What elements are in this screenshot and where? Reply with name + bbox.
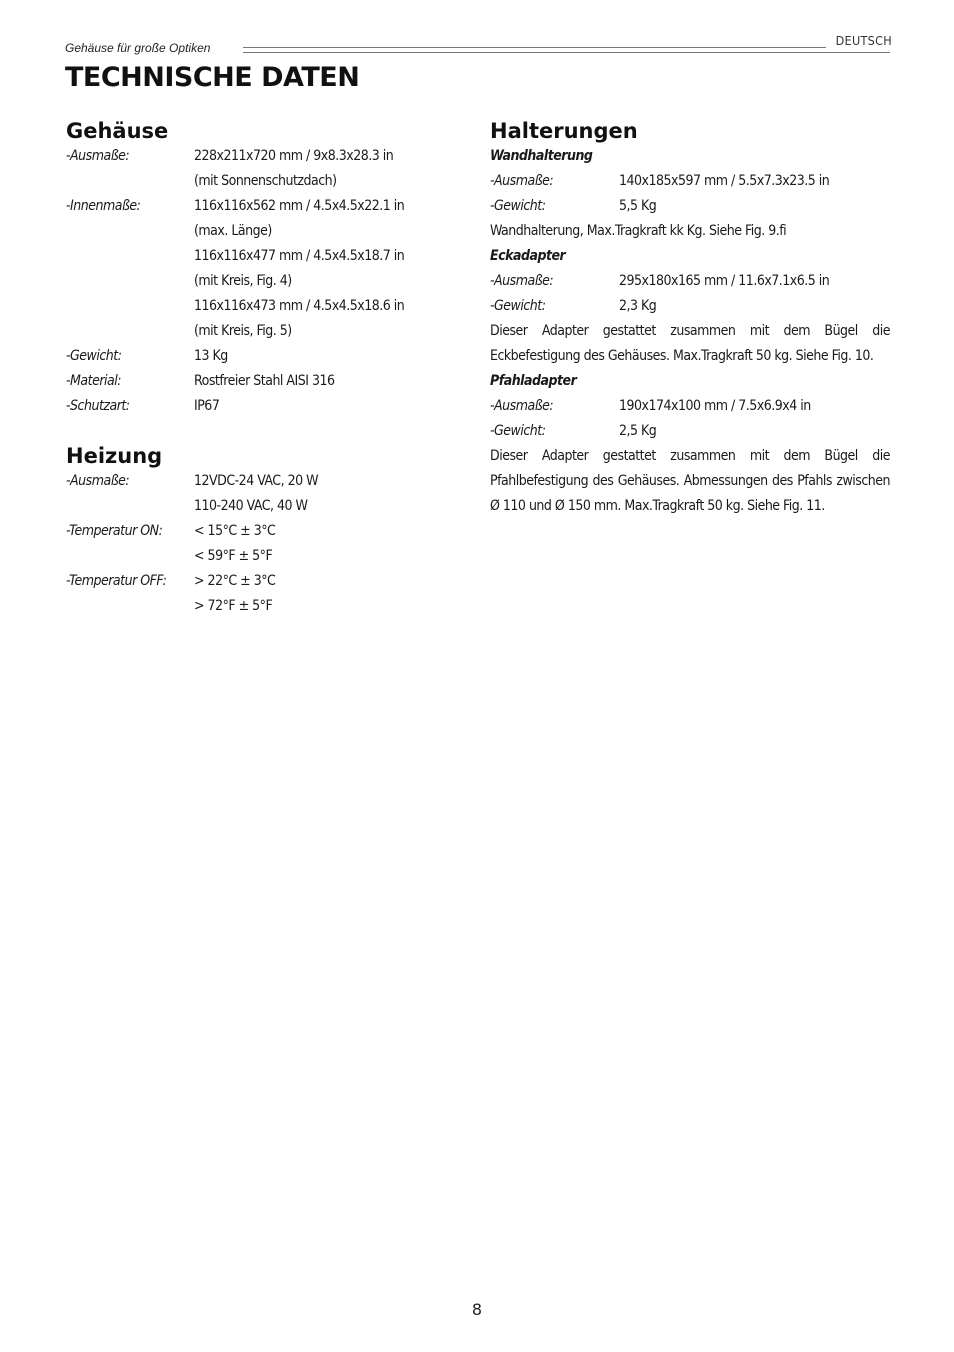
spec-label — [66, 269, 194, 294]
spec-value: 190x174x100 mm / 7.5x6.9x4 in — [619, 398, 811, 414]
section-gehaeuse — [66, 118, 446, 419]
spec-row — [490, 169, 890, 194]
spec-rows — [66, 144, 446, 419]
spec-label: -Ausmaße: — [490, 398, 554, 414]
spec-row — [66, 469, 446, 494]
spec-label: -Temperatur OFF: — [66, 573, 167, 589]
spec-value: Rostfreier Stahl AISI 316 — [194, 373, 335, 389]
spec-value: > 22°C ± 3°C — [194, 573, 276, 589]
subsection-title-eckadapter: Eckadapter — [490, 248, 566, 264]
spec-row — [66, 244, 446, 269]
spec-rows — [66, 469, 446, 619]
spec-label: -Ausmaße: — [66, 148, 130, 164]
spec-value: 2,3 Kg — [619, 298, 657, 314]
description-paragraph: Wandhalterung, Max.Tragkraft kk Kg. Siehe Fig. 9.fi — [490, 223, 787, 239]
subsection-title-wandhalterung: Wandhalterung — [490, 148, 593, 164]
spec-value: 295x180x165 mm / 11.6x7.1x6.5 in — [619, 273, 830, 289]
spec-row — [66, 144, 446, 169]
spec-label — [66, 219, 194, 244]
spec-value: 116x116x477 mm / 4.5x4.5x18.7 in — [194, 248, 405, 264]
description-paragraph: Dieser Adapter gestattet zusammen mit dem Bügel die Pfahlbefestigung des Gehäuses. Abmessungen des Pfahls zwischen Ø 110 und Ø 150 mm. Max.Tragkraft 50 kg. Siehe Fig. 11. — [490, 448, 890, 514]
page-number: 8 — [471, 1300, 483, 1319]
section-title: Heizung — [66, 444, 163, 468]
spec-label: -Schutzart: — [66, 398, 130, 414]
section-heizung — [66, 443, 446, 619]
spec-value: 228x211x720 mm / 9x8.3x28.3 in — [194, 148, 394, 164]
spec-label — [66, 544, 194, 569]
spec-row — [490, 394, 890, 419]
spec-label — [66, 319, 194, 344]
spec-row — [66, 594, 446, 619]
spec-label: -Gewicht: — [66, 348, 122, 364]
spec-value: 110-240 VAC, 40 W — [194, 498, 308, 514]
spec-row — [66, 169, 446, 194]
spec-row — [66, 569, 446, 594]
spec-label: -Gewicht: — [490, 423, 546, 439]
running-header-title: Gehäuse für große Optiken — [65, 41, 211, 55]
spec-value: (max. Länge) — [194, 223, 272, 239]
spec-row — [66, 544, 446, 569]
spec-label — [66, 294, 194, 319]
spec-value: 140x185x597 mm / 5.5x7.3x23.5 in — [619, 173, 830, 189]
spec-row — [490, 419, 890, 444]
language-label: DEUTSCH — [826, 33, 892, 48]
header-rule — [243, 47, 890, 53]
spec-row — [66, 319, 446, 344]
spec-value: 13 Kg — [194, 348, 228, 364]
spec-row — [66, 519, 446, 544]
spec-row — [66, 394, 446, 419]
spec-value: < 15°C ± 3°C — [194, 523, 276, 539]
spec-label — [66, 244, 194, 269]
spec-row — [66, 294, 446, 319]
right-column — [490, 118, 890, 519]
spec-value: 12VDC-24 VAC, 20 W — [194, 473, 319, 489]
section-halterungen — [490, 118, 890, 519]
spec-value: > 72°F ± 5°F — [194, 598, 273, 614]
spec-value: (mit Kreis, Fig. 4) — [194, 273, 292, 289]
spec-label: -Gewicht: — [490, 198, 546, 214]
spec-label: -Ausmaße: — [490, 173, 554, 189]
spec-label — [66, 494, 194, 519]
spec-value: < 59°F ± 5°F — [194, 548, 273, 564]
spec-row — [66, 269, 446, 294]
description-paragraph: Dieser Adapter gestattet zusammen mit dem Bügel die Eckbefestigung des Gehäuses. Max.Tragkraft 50 kg. Siehe Fig. 10. — [490, 323, 890, 364]
spec-value: 5,5 Kg — [619, 198, 657, 214]
spec-label: -Material: — [66, 373, 121, 389]
spec-row — [66, 369, 446, 394]
section-title: Halterungen — [490, 119, 638, 143]
spec-value: 116x116x473 mm / 4.5x4.5x18.6 in — [194, 298, 405, 314]
spec-value: IP67 — [194, 398, 220, 414]
spec-label: -Innenmaße: — [66, 198, 141, 214]
spec-row — [66, 494, 446, 519]
spec-row — [490, 194, 890, 219]
spec-row — [490, 294, 890, 319]
spec-label: -Ausmaße: — [66, 473, 130, 489]
left-column — [66, 118, 446, 619]
spec-value: (mit Kreis, Fig. 5) — [194, 323, 292, 339]
spec-row — [490, 269, 890, 294]
spec-value: 2,5 Kg — [619, 423, 657, 439]
spec-value: 116x116x562 mm / 4.5x4.5x22.1 in — [194, 198, 405, 214]
section-title: Gehäuse — [66, 119, 169, 143]
spec-label — [66, 169, 194, 194]
spec-label: -Ausmaße: — [490, 273, 554, 289]
spec-value: (mit Sonnenschutzdach) — [194, 173, 337, 189]
spec-label: -Gewicht: — [490, 298, 546, 314]
spec-row — [66, 219, 446, 244]
spec-row — [66, 344, 446, 369]
spec-label: -Temperatur ON: — [66, 523, 163, 539]
page-title: TECHNISCHE DATEN — [65, 62, 360, 93]
spec-row — [66, 194, 446, 219]
spec-label — [66, 594, 194, 619]
subsection-title-pfahladapter: Pfahladapter — [490, 373, 577, 389]
